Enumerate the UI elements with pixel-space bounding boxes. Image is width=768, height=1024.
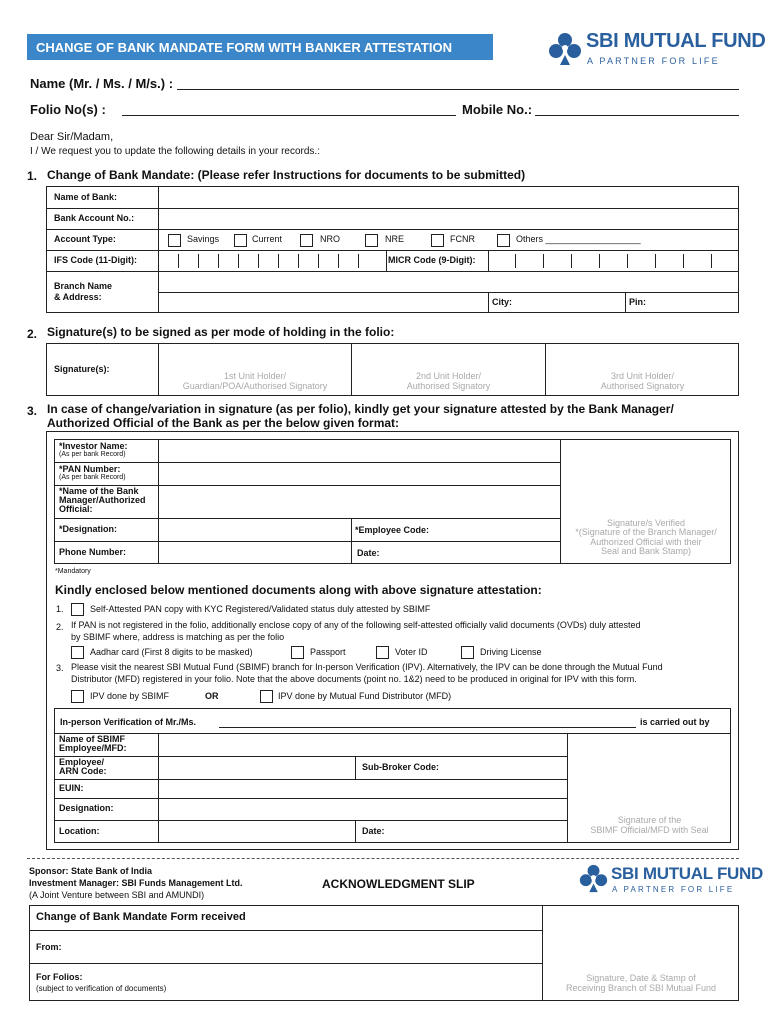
name-field[interactable] xyxy=(177,89,739,90)
doc1-checkbox[interactable] xyxy=(71,603,84,616)
mobile-field[interactable] xyxy=(535,115,739,116)
employee-code-label: *Employee Code: xyxy=(355,525,430,535)
holder3-line2: Authorised Signatory xyxy=(600,381,685,392)
section3-number: 3. xyxy=(27,404,38,418)
mgr-line3: Official: xyxy=(59,504,93,514)
mgr-line1: *Name of the Bank xyxy=(59,486,139,496)
sbi-logo-icon xyxy=(548,32,582,66)
carried-out-label: is carried out by xyxy=(640,717,710,727)
section2-heading: Signature(s) to be signed as per mode of holding in the folio: xyxy=(47,325,395,339)
section3-heading-1: In case of change/variation in signature (as per folio), kindly get your signature attested by the Bank Manager/ xyxy=(47,402,674,416)
brand-name: SBI MUTUAL FUND xyxy=(586,30,766,52)
doc2-text-2: by SBIMF where, address is matching as per the folio xyxy=(71,632,285,642)
sbimf-name-field[interactable] xyxy=(160,735,566,755)
euin-label: EUIN: xyxy=(59,783,84,793)
designation-label: *Designation: xyxy=(59,524,118,534)
ifs-code-boxes[interactable] xyxy=(158,250,386,271)
ipv-designation-field[interactable] xyxy=(160,800,566,819)
signature-box-3[interactable] xyxy=(546,371,739,392)
for-folios-field[interactable] xyxy=(100,965,540,999)
mandatory-note: *Mandatory xyxy=(55,568,91,575)
sbimf-signature-box[interactable] xyxy=(568,815,731,836)
account-no-field[interactable] xyxy=(160,210,737,228)
doc2-number: 2. xyxy=(56,622,64,632)
ipv-designation-label: Designation: xyxy=(59,803,114,813)
driving-license-checkbox[interactable] xyxy=(461,646,474,659)
sbi-logo-icon-footer xyxy=(579,864,608,893)
branch-label-2: & Address: xyxy=(54,292,102,302)
location-label: Location: xyxy=(59,826,100,836)
sbimf-line2: Employee/MFD: xyxy=(59,743,127,754)
verify-line3: Authorized Official with their xyxy=(590,536,702,547)
pan-label xyxy=(59,465,126,482)
pin-label: Pin: xyxy=(629,297,646,307)
nro-checkbox[interactable] xyxy=(300,234,313,247)
pan-sub: (As per bank Record) xyxy=(59,474,126,482)
cut-line xyxy=(27,858,739,859)
branch-label-1: Branch Name xyxy=(54,281,113,291)
holder1-line1: 1st Unit Holder/ xyxy=(223,371,287,381)
brand-name-footer: SBI MUTUAL FUND xyxy=(611,864,763,883)
nre-label: NRE xyxy=(385,234,405,244)
from-label: From: xyxy=(36,942,62,952)
micr-code-boxes[interactable] xyxy=(488,250,739,271)
city-label: City: xyxy=(492,297,512,307)
holder1-line2: Guardian/POA/Authorised Signatory xyxy=(182,381,328,392)
manager-name-field[interactable] xyxy=(160,487,559,517)
stamp-line2: Receiving Branch of SBI Mutual Fund xyxy=(565,983,717,994)
mgr-line2: Manager/Authorized xyxy=(59,495,146,505)
sbimf-line1: Name of SBIMF xyxy=(59,734,126,744)
doc1-number: 1. xyxy=(56,604,64,614)
passport-checkbox[interactable] xyxy=(291,646,304,659)
section3-heading-2: Authorized Official of the Bank as per the below given format: xyxy=(47,416,400,430)
doc3-text-1: Please visit the nearest SBI Mutual Fund (SBIMF) branch for In-person Verification (IPV). Alternatively, the IPV can be done through the Mutual Fund xyxy=(71,662,663,672)
signature-box-2[interactable] xyxy=(352,371,545,392)
ifs-label: IFS Code (11-Digit): xyxy=(54,255,137,265)
joint-venture-text: (A Joint Venture between SBI and AMUNDI) xyxy=(29,890,205,900)
current-checkbox[interactable] xyxy=(234,234,247,247)
section2-number: 2. xyxy=(27,327,38,341)
aadhar-checkbox[interactable] xyxy=(71,646,84,659)
sbimf-sig-line2: SBIMF Official/MFD with Seal xyxy=(590,825,709,836)
others-checkbox[interactable] xyxy=(497,234,510,247)
others-label: Others ___________________ xyxy=(516,234,641,244)
investment-manager-text: Investment Manager: SBI Funds Management Ltd. xyxy=(29,878,243,888)
holder2-line1: 2nd Unit Holder/ xyxy=(415,371,482,381)
pan-text: *PAN Number: xyxy=(59,464,121,474)
or-label: OR xyxy=(205,691,219,701)
section1-heading: Change of Bank Mandate: (Please refer Instructions for documents to be submitted) xyxy=(47,168,526,182)
attest-date-label: Date: xyxy=(357,548,380,558)
investor-name-sub: (As per bank Record) xyxy=(59,451,126,459)
passport-label: Passport xyxy=(310,647,346,657)
nre-checkbox[interactable] xyxy=(365,234,378,247)
form-title: CHANGE OF BANK MANDATE FORM WITH BANKER ATTESTATION xyxy=(36,40,452,55)
brand-tagline-footer: A PARTNER FOR LIFE xyxy=(612,885,735,894)
ipv-mfd-label: IPV done by Mutual Fund Distributor (MFD) xyxy=(278,691,452,701)
driving-license-label: Driving License xyxy=(480,647,542,657)
name-label: Name (Mr. / Ms. / M/s.) : xyxy=(30,76,174,91)
bank-name-field[interactable] xyxy=(160,188,737,207)
received-text: Change of Bank Mandate Form received xyxy=(36,911,246,923)
from-field[interactable] xyxy=(80,932,540,962)
ipv-person-field[interactable] xyxy=(219,727,636,728)
manager-name-label xyxy=(59,487,146,514)
sbimf-name-label xyxy=(59,735,127,754)
arn-line2: ARN Code: xyxy=(59,766,107,777)
voter-id-checkbox[interactable] xyxy=(376,646,389,659)
aadhar-label: Aadhar card (First 8 digits to be masked) xyxy=(90,647,253,657)
signature-box-1[interactable] xyxy=(159,371,351,392)
ipv-date-label: Date: xyxy=(362,826,385,836)
bank-name-label: Name of Bank: xyxy=(54,192,118,202)
mobile-label: Mobile No.: xyxy=(462,102,533,117)
branch-address-field[interactable] xyxy=(160,273,737,291)
ipv-mfd-checkbox[interactable] xyxy=(260,690,273,703)
sponsor-text: Sponsor: State Bank of India xyxy=(29,866,153,876)
signatures-label: Signature(s): xyxy=(54,364,110,374)
section1-number: 1. xyxy=(27,169,38,183)
ipv-person-label: In-person Verification of Mr./Ms. xyxy=(60,717,197,727)
ipv-sbimf-checkbox[interactable] xyxy=(71,690,84,703)
doc3-text-2: Distributor (MFD) registered in your folio. Note that the above documents (point no. 1&2) need to be produced in original for IPV with this form. xyxy=(71,674,637,684)
doc3-number: 3. xyxy=(56,663,64,673)
account-no-label: Bank Account No.: xyxy=(54,213,135,223)
arn-code-label xyxy=(59,758,107,777)
folio-field[interactable] xyxy=(122,115,456,116)
verify-line1: Signature/s Verified xyxy=(606,518,686,528)
holder3-line1: 3rd Unit Holder/ xyxy=(610,371,675,381)
receiving-stamp-box[interactable] xyxy=(543,973,739,994)
verify-line4: Seal and Bank Stamp) xyxy=(600,546,692,557)
account-type-label: Account Type: xyxy=(54,234,116,244)
micr-label: MICR Code (9-Digit): xyxy=(388,255,476,265)
investor-name-text: *Investor Name: xyxy=(59,441,128,451)
sbimf-sig-line1: Signature of the xyxy=(617,815,682,825)
investor-name-field[interactable] xyxy=(160,441,559,461)
sub-broker-label: Sub-Broker Code: xyxy=(362,762,440,772)
nro-label: NRO xyxy=(320,234,340,244)
pan-field[interactable] xyxy=(160,464,559,484)
savings-label: Savings xyxy=(187,234,220,244)
doc2-text-1: If PAN is not registered in the folio, additionally enclose copy of any of the following self-attested officially valid documents (OVDs) duly attested xyxy=(71,620,641,630)
verify-line2: *(Signature of the Branch Manager/ xyxy=(575,527,717,538)
euin-field[interactable] xyxy=(160,781,566,797)
savings-checkbox[interactable] xyxy=(168,234,181,247)
fcnr-label: FCNR xyxy=(450,234,475,244)
investor-name-label xyxy=(59,442,128,459)
bank-verification-box[interactable] xyxy=(561,519,731,557)
current-label: Current xyxy=(252,234,283,244)
documents-heading: Kindly enclosed below mentioned documents along with above signature attestation: xyxy=(55,583,542,597)
salutation: Dear Sir/Madam, xyxy=(30,131,114,143)
fcnr-checkbox[interactable] xyxy=(431,234,444,247)
folio-label: Folio No(s) : xyxy=(30,102,106,117)
for-folios-label: For Folios: xyxy=(36,972,83,982)
doc1-text: Self-Attested PAN copy with KYC Registered/Validated status duly attested by SBIMF xyxy=(90,604,431,614)
for-folios-sub: (subject to verification of documents) xyxy=(36,984,167,993)
ipv-sbimf-label: IPV done by SBIMF xyxy=(90,691,170,701)
brand-tagline: A PARTNER FOR LIFE xyxy=(587,56,720,66)
holder2-line2: Authorised Signatory xyxy=(406,381,491,392)
acknowledgment-title: ACKNOWLEDGMENT SLIP xyxy=(322,877,475,891)
stamp-line1: Signature, Date & Stamp of xyxy=(586,973,696,983)
request-text: I / We request you to update the following details in your records.: xyxy=(30,146,320,157)
arn-line1: Employee/ xyxy=(59,757,105,767)
voter-id-label: Voter ID xyxy=(395,647,428,657)
phone-label: Phone Number: xyxy=(59,547,127,557)
